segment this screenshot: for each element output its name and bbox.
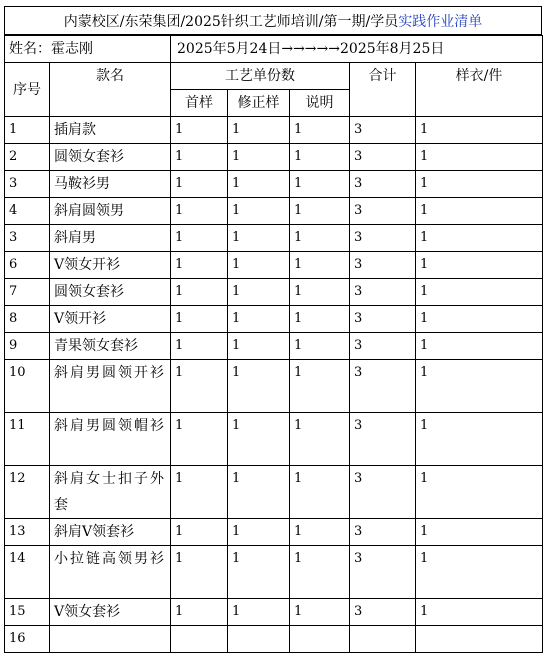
row-sample-count: 1 bbox=[416, 546, 543, 599]
row-description: 1 bbox=[290, 198, 350, 225]
row-index: 16 bbox=[5, 626, 50, 653]
row-revised-sample: 1 bbox=[228, 413, 290, 466]
table-row bbox=[5, 546, 543, 599]
row-description: 1 bbox=[290, 546, 350, 599]
row-description: 1 bbox=[290, 413, 350, 466]
row-style-name: 圆领女套衫 bbox=[50, 144, 171, 171]
sheet-title bbox=[4, 6, 542, 35]
row-first-sample: 1 bbox=[171, 466, 228, 519]
title-prefix: 内蒙校区/东荣集团/2025针织工艺师培训/第一期/学员 bbox=[63, 13, 399, 30]
table-row bbox=[5, 252, 543, 279]
row-description: 1 bbox=[290, 466, 350, 519]
table-row bbox=[5, 171, 543, 198]
row-total: 3 bbox=[350, 519, 416, 546]
row-total: 3 bbox=[350, 360, 416, 413]
table-row bbox=[5, 117, 543, 144]
row-revised-sample: 1 bbox=[228, 599, 290, 626]
row-revised-sample: 1 bbox=[228, 252, 290, 279]
row-style-name: 小拉链高领男衫 bbox=[50, 546, 171, 599]
row-total: 3 bbox=[350, 171, 416, 198]
row-description: 1 bbox=[290, 252, 350, 279]
row-revised-sample: 1 bbox=[228, 333, 290, 360]
row-first-sample bbox=[171, 626, 228, 653]
row-style-name: 斜肩女士扣子外套 bbox=[50, 466, 171, 519]
row-description: 1 bbox=[290, 333, 350, 360]
row-first-sample: 1 bbox=[171, 519, 228, 546]
row-total: 3 bbox=[350, 198, 416, 225]
row-total: 3 bbox=[350, 546, 416, 599]
row-sample-count: 1 bbox=[416, 519, 543, 546]
row-sample-count: 1 bbox=[416, 225, 543, 252]
row-index: 11 bbox=[5, 413, 50, 466]
row-total: 3 bbox=[350, 117, 416, 144]
table-row bbox=[5, 225, 543, 252]
row-index: 8 bbox=[5, 306, 50, 333]
row-revised-sample: 1 bbox=[228, 466, 290, 519]
row-sample-count: 1 bbox=[416, 360, 543, 413]
row-description: 1 bbox=[290, 171, 350, 198]
row-style-name: 斜肩圆领男 bbox=[50, 198, 171, 225]
row-total: 3 bbox=[350, 144, 416, 171]
row-style-name: 斜肩男圆领帽衫 bbox=[50, 413, 171, 466]
title-highlight: 实践作业清单 bbox=[398, 13, 483, 30]
header-revised-sample: 修正样 bbox=[228, 90, 290, 117]
student-name: 霍志刚 bbox=[51, 41, 93, 57]
row-first-sample: 1 bbox=[171, 413, 228, 466]
row-total: 3 bbox=[350, 279, 416, 306]
header-craft-count: 工艺单份数 bbox=[171, 63, 350, 90]
header-style: 款名 bbox=[50, 63, 171, 117]
row-first-sample: 1 bbox=[171, 198, 228, 225]
row-revised-sample: 1 bbox=[228, 171, 290, 198]
assignment-table bbox=[4, 35, 543, 653]
header-row-1 bbox=[5, 63, 543, 90]
row-total: 3 bbox=[350, 466, 416, 519]
row-index: 3 bbox=[5, 171, 50, 198]
worksheet bbox=[4, 6, 542, 653]
row-style-name: V领女开衫 bbox=[50, 252, 171, 279]
row-first-sample: 1 bbox=[171, 333, 228, 360]
row-index: 1 bbox=[5, 117, 50, 144]
row-total: 3 bbox=[350, 225, 416, 252]
row-total bbox=[350, 626, 416, 653]
row-index: 12 bbox=[5, 466, 50, 519]
row-revised-sample: 1 bbox=[228, 144, 290, 171]
header-sample-per-piece: 样衣/件 bbox=[416, 63, 543, 117]
row-sample-count: 1 bbox=[416, 171, 543, 198]
row-index: 10 bbox=[5, 360, 50, 413]
row-revised-sample: 1 bbox=[228, 360, 290, 413]
row-first-sample: 1 bbox=[171, 225, 228, 252]
row-index: 7 bbox=[5, 279, 50, 306]
name-label: 姓名： bbox=[9, 41, 51, 57]
row-total: 3 bbox=[350, 252, 416, 279]
row-description: 1 bbox=[290, 117, 350, 144]
row-first-sample: 1 bbox=[171, 546, 228, 599]
row-total: 3 bbox=[350, 599, 416, 626]
row-description: 1 bbox=[290, 599, 350, 626]
row-description bbox=[290, 626, 350, 653]
row-sample-count: 1 bbox=[416, 466, 543, 519]
table-row bbox=[5, 599, 543, 626]
row-sample-count: 1 bbox=[416, 306, 543, 333]
row-first-sample: 1 bbox=[171, 360, 228, 413]
row-revised-sample: 1 bbox=[228, 117, 290, 144]
row-style-name: 斜肩男圆领开衫 bbox=[50, 360, 171, 413]
row-revised-sample: 1 bbox=[228, 198, 290, 225]
row-sample-count: 1 bbox=[416, 117, 543, 144]
table-row bbox=[5, 279, 543, 306]
row-first-sample: 1 bbox=[171, 171, 228, 198]
table-row bbox=[5, 144, 543, 171]
row-index: 6 bbox=[5, 252, 50, 279]
row-description: 1 bbox=[290, 279, 350, 306]
row-first-sample: 1 bbox=[171, 144, 228, 171]
row-description: 1 bbox=[290, 306, 350, 333]
row-description: 1 bbox=[290, 360, 350, 413]
row-first-sample: 1 bbox=[171, 306, 228, 333]
table-row bbox=[5, 333, 543, 360]
row-revised-sample: 1 bbox=[228, 279, 290, 306]
row-description: 1 bbox=[290, 225, 350, 252]
table-row bbox=[5, 626, 543, 653]
row-total: 3 bbox=[350, 306, 416, 333]
row-style-name: 插肩款 bbox=[50, 117, 171, 144]
row-index: 15 bbox=[5, 599, 50, 626]
row-index: 13 bbox=[5, 519, 50, 546]
table-row bbox=[5, 360, 543, 413]
row-index: 4 bbox=[5, 198, 50, 225]
header-first-sample: 首样 bbox=[171, 90, 228, 117]
student-cell bbox=[5, 36, 171, 63]
row-style-name: 斜肩男 bbox=[50, 225, 171, 252]
row-first-sample: 1 bbox=[171, 117, 228, 144]
row-style-name: V领女套衫 bbox=[50, 599, 171, 626]
row-revised-sample: 1 bbox=[228, 225, 290, 252]
row-first-sample: 1 bbox=[171, 599, 228, 626]
table-row bbox=[5, 413, 543, 466]
row-index: 3 bbox=[5, 225, 50, 252]
table-row bbox=[5, 519, 543, 546]
row-revised-sample: 1 bbox=[228, 306, 290, 333]
header-total: 合计 bbox=[350, 63, 416, 117]
row-sample-count: 1 bbox=[416, 198, 543, 225]
date-range: 2025年5月24日→→→→→2025年8月25日 bbox=[171, 36, 543, 63]
row-sample-count: 1 bbox=[416, 144, 543, 171]
row-revised-sample bbox=[228, 626, 290, 653]
row-style-name bbox=[50, 626, 171, 653]
row-total: 3 bbox=[350, 333, 416, 360]
row-revised-sample: 1 bbox=[228, 519, 290, 546]
row-revised-sample: 1 bbox=[228, 546, 290, 599]
row-sample-count: 1 bbox=[416, 413, 543, 466]
row-style-name: 马鞍衫男 bbox=[50, 171, 171, 198]
row-sample-count: 1 bbox=[416, 252, 543, 279]
row-sample-count: 1 bbox=[416, 599, 543, 626]
table-row bbox=[5, 306, 543, 333]
row-first-sample: 1 bbox=[171, 252, 228, 279]
table-row bbox=[5, 466, 543, 519]
row-total: 3 bbox=[350, 413, 416, 466]
row-index: 14 bbox=[5, 546, 50, 599]
row-sample-count: 1 bbox=[416, 279, 543, 306]
row-style-name: 斜肩V领套衫 bbox=[50, 519, 171, 546]
row-first-sample: 1 bbox=[171, 279, 228, 306]
row-sample-count bbox=[416, 626, 543, 653]
row-style-name: V领开衫 bbox=[50, 306, 171, 333]
info-row bbox=[5, 36, 543, 63]
row-style-name: 圆领女套衫 bbox=[50, 279, 171, 306]
row-description: 1 bbox=[290, 519, 350, 546]
table-row bbox=[5, 198, 543, 225]
row-style-name: 青果领女套衫 bbox=[50, 333, 171, 360]
row-description: 1 bbox=[290, 144, 350, 171]
header-index: 序号 bbox=[5, 63, 50, 117]
row-index: 2 bbox=[5, 144, 50, 171]
row-sample-count: 1 bbox=[416, 333, 543, 360]
row-index: 9 bbox=[5, 333, 50, 360]
header-description: 说明 bbox=[290, 90, 350, 117]
